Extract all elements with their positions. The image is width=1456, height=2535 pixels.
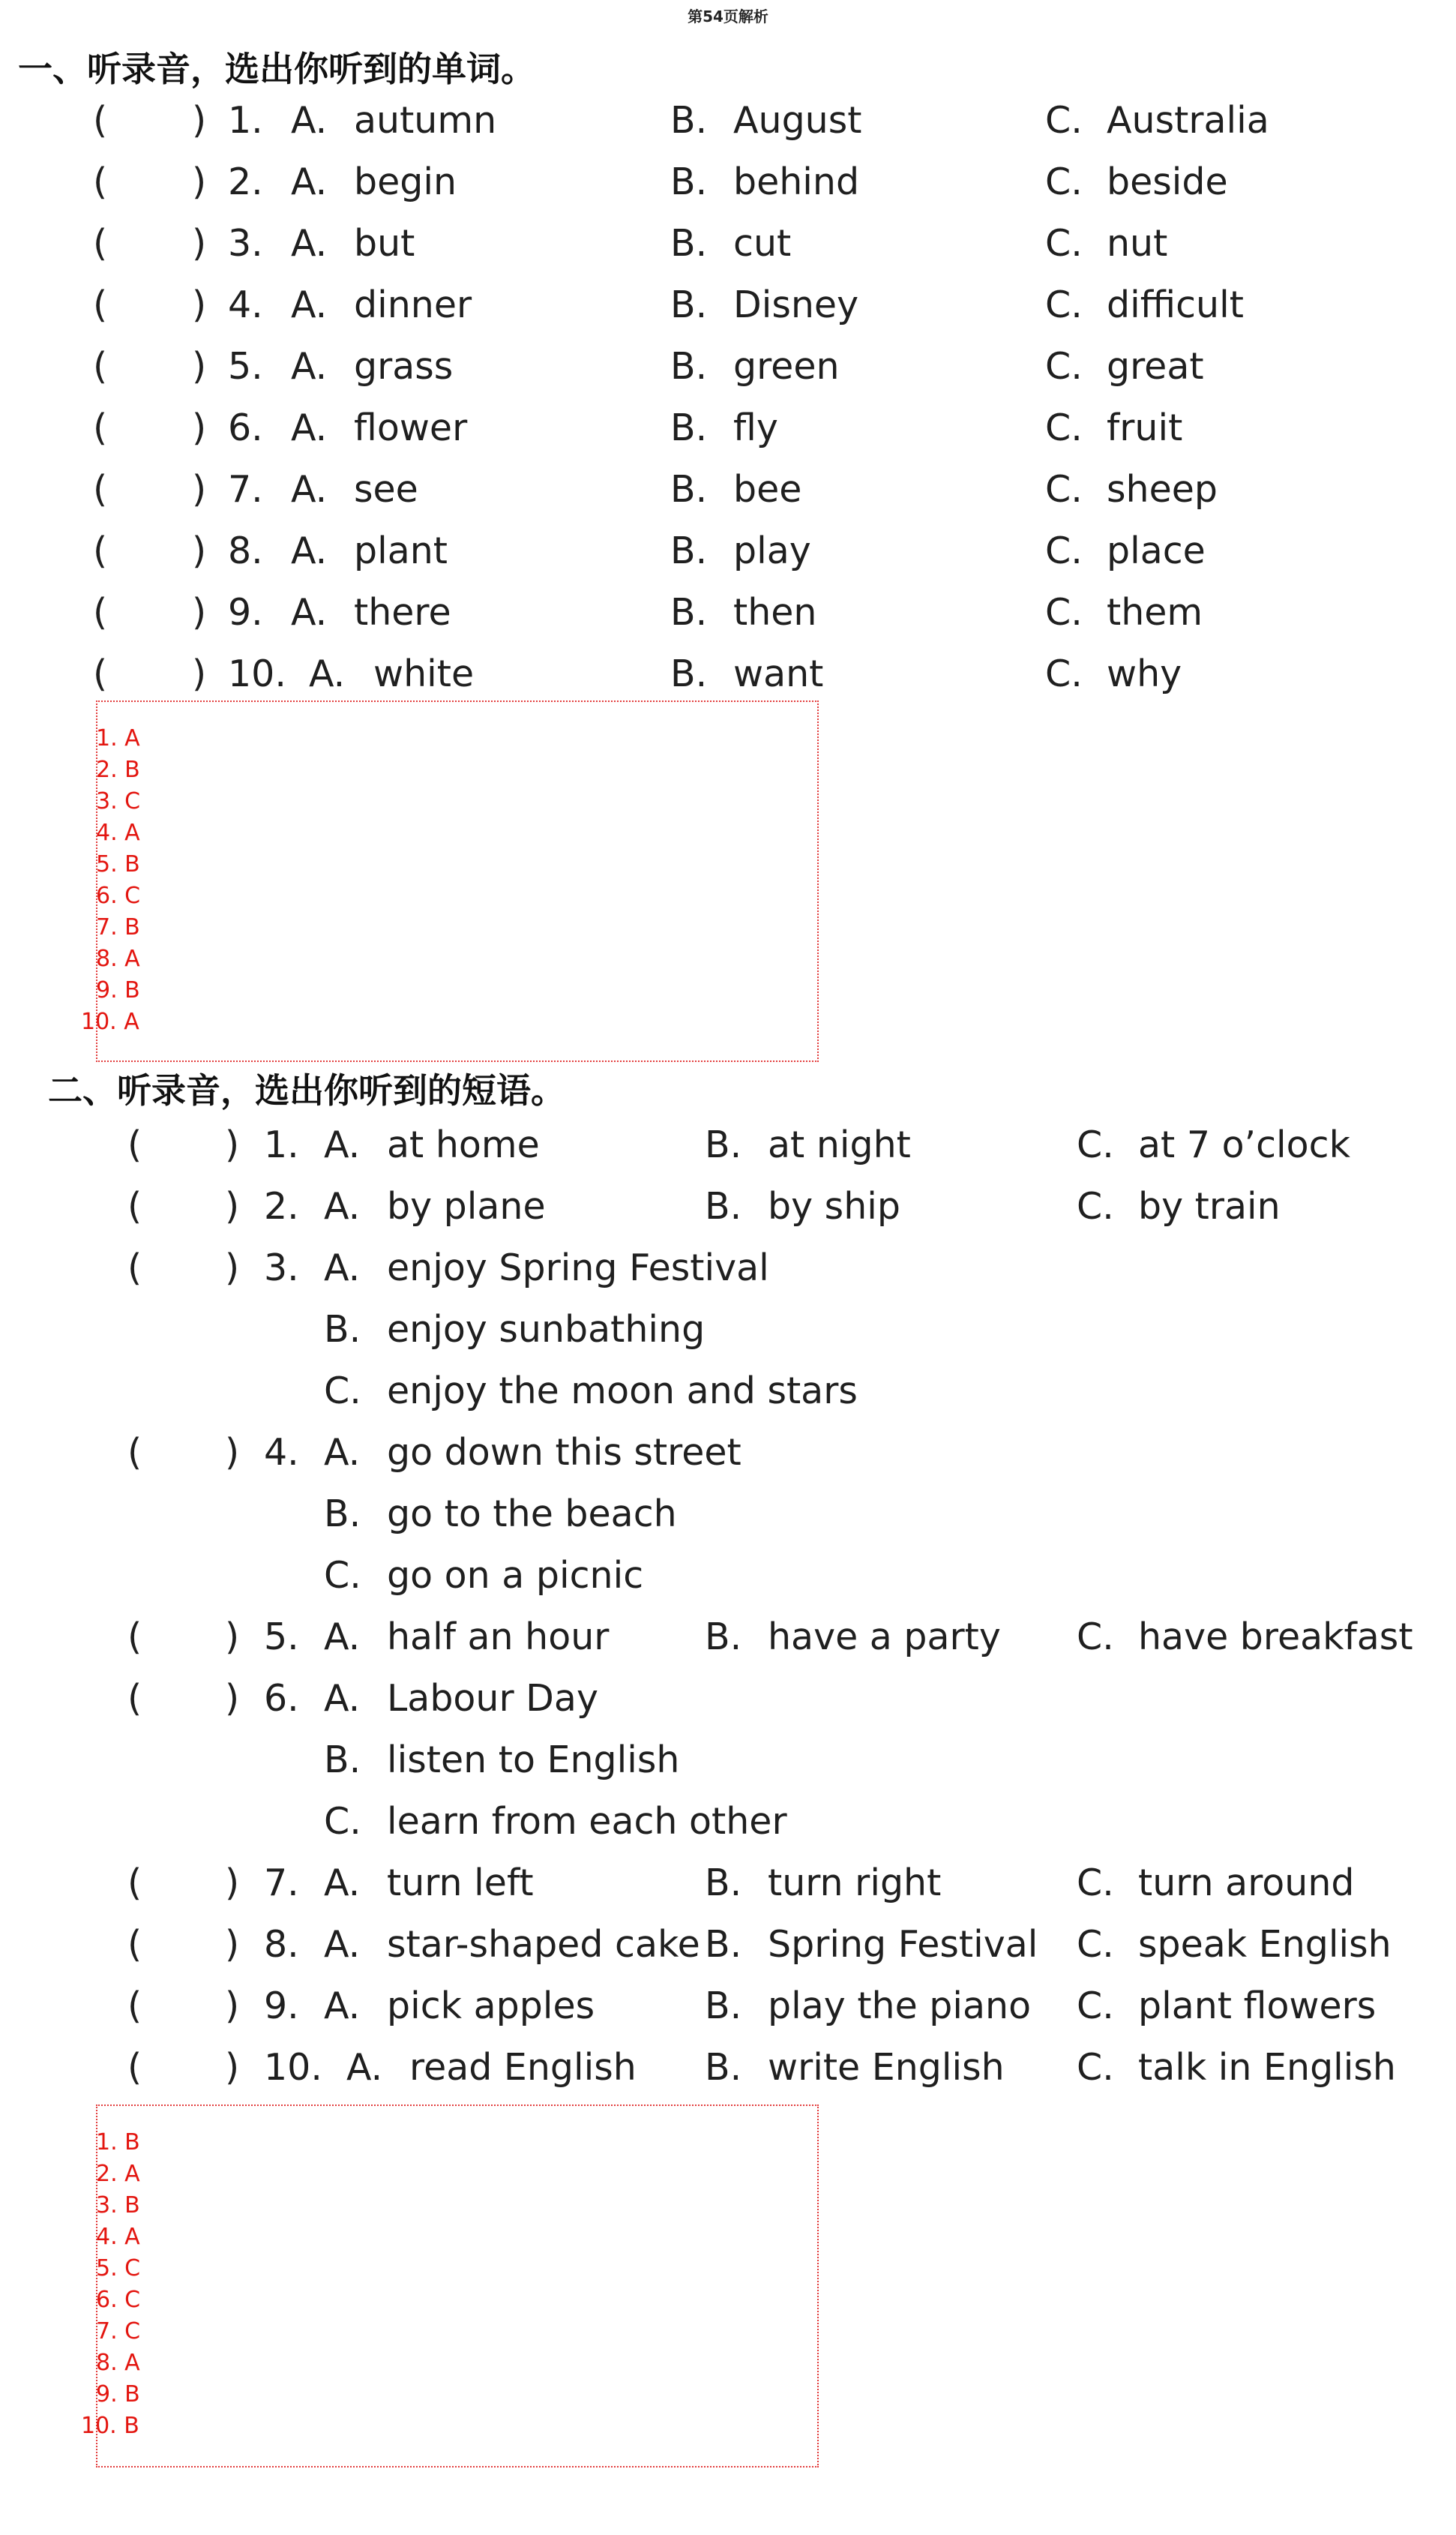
page-header: 第54页解析 <box>688 8 768 26</box>
option-c-letter[interactable]: C. <box>324 1370 361 1412</box>
answer-key-line: 10. B <box>81 2413 139 2439</box>
option-c-text[interactable]: plant flowers <box>1138 1984 1377 2027</box>
answer-key-line: 8. A <box>96 2350 140 2376</box>
option-c-letter[interactable]: C. <box>1077 1984 1114 2027</box>
option-a-text[interactable]: begin <box>354 160 457 203</box>
question-number: 10. <box>264 2046 322 2089</box>
answer-paren-close: ) <box>225 2046 240 2089</box>
option-c-letter[interactable]: C. <box>1077 1616 1114 1658</box>
answer-paren-close: ) <box>192 160 207 203</box>
option-a-letter[interactable]: A. <box>324 1431 361 1474</box>
option-c-text[interactable]: by train <box>1138 1185 1281 1228</box>
answer-paren-open[interactable]: ( <box>93 284 108 326</box>
question-number: 9. <box>264 1984 299 2027</box>
option-b-text[interactable]: write English <box>768 2046 1005 2089</box>
option-c-text[interactable]: speak English <box>1138 1923 1392 1966</box>
option-a-letter[interactable]: A. <box>291 530 328 572</box>
answer-paren-open[interactable]: ( <box>127 1923 142 1966</box>
section-title: 一、听录音，选出你听到的单词。 <box>18 49 535 89</box>
option-b-text[interactable]: play the piano <box>768 1984 1032 2027</box>
option-a-text[interactable]: grass <box>354 345 454 388</box>
option-a-letter[interactable]: A. <box>324 1185 361 1228</box>
answer-paren-open[interactable]: ( <box>93 222 108 265</box>
answer-paren-close: ) <box>192 345 207 388</box>
option-c-letter[interactable]: C. <box>1045 652 1083 695</box>
answer-paren-close: ) <box>225 1616 240 1658</box>
option-a-letter[interactable]: A. <box>291 160 328 203</box>
question-number: 9. <box>228 591 263 634</box>
option-a-text[interactable]: by plane <box>387 1185 546 1228</box>
option-b-text[interactable]: then <box>733 591 817 634</box>
option-a-letter[interactable]: A. <box>291 345 328 388</box>
answer-paren-close: ) <box>225 1124 240 1166</box>
answer-key-line: 6. C <box>96 2287 141 2313</box>
option-b-letter[interactable]: B. <box>705 1923 742 1966</box>
option-c-text[interactable]: place <box>1107 530 1206 572</box>
option-c-text[interactable]: at 7 o’clock <box>1138 1124 1350 1166</box>
option-a-letter[interactable]: A. <box>291 222 328 265</box>
question-number: 8. <box>228 530 263 572</box>
option-c-letter[interactable]: C. <box>324 1554 361 1597</box>
answer-key-line: 5. B <box>96 851 140 878</box>
answer-paren-open[interactable]: ( <box>127 1185 142 1228</box>
answer-paren-open[interactable]: ( <box>93 345 108 388</box>
answer-key-line: 3. B <box>96 2192 140 2218</box>
option-b-letter[interactable]: B. <box>670 591 708 634</box>
option-a-letter[interactable]: A. <box>324 1677 361 1720</box>
option-a-text[interactable]: turn left <box>387 1862 534 1904</box>
answer-paren-close: ) <box>225 1431 240 1474</box>
answer-paren-close: ) <box>225 1185 240 1228</box>
option-c-text[interactable]: go on a picnic <box>387 1554 644 1597</box>
answer-paren-close: ) <box>192 468 207 511</box>
answer-paren-open[interactable]: ( <box>127 1984 142 2027</box>
answer-key-line: 2. A <box>96 2161 140 2187</box>
option-a-text[interactable]: Labour Day <box>387 1677 598 1720</box>
question-number: 8. <box>264 1923 299 1966</box>
option-b-letter[interactable]: B. <box>705 2046 742 2089</box>
question-number: 5. <box>264 1616 299 1658</box>
option-c-text[interactable]: beside <box>1107 160 1228 203</box>
option-a-letter[interactable]: A. <box>291 99 328 142</box>
option-c-letter[interactable]: C. <box>1045 99 1083 142</box>
option-c-text[interactable]: talk in English <box>1138 2046 1396 2089</box>
option-a-letter[interactable]: A. <box>324 1984 361 2027</box>
option-b-text[interactable]: behind <box>733 160 860 203</box>
option-b-letter[interactable]: B. <box>670 406 708 449</box>
option-a-letter[interactable]: A. <box>309 652 346 695</box>
option-c-letter[interactable]: C. <box>1045 591 1083 634</box>
option-b-letter[interactable]: B. <box>705 1616 742 1658</box>
option-c-letter[interactable]: C. <box>324 1800 361 1843</box>
option-a-text[interactable]: half an hour <box>387 1616 610 1658</box>
answer-key-line: 9. B <box>96 977 140 1004</box>
question-number: 1. <box>228 99 263 142</box>
option-c-text[interactable]: nut <box>1107 222 1168 265</box>
option-b-letter[interactable]: B. <box>324 1308 361 1351</box>
option-b-letter[interactable]: B. <box>705 1984 742 2027</box>
option-c-text[interactable]: why <box>1107 652 1182 695</box>
option-c-text[interactable]: difficult <box>1107 284 1244 326</box>
answer-paren-close: ) <box>225 1923 240 1966</box>
answer-key-line: 5. C <box>96 2255 141 2282</box>
answer-key-line: 1. B <box>96 2129 140 2156</box>
option-a-letter[interactable]: A. <box>324 1862 361 1904</box>
answer-key-line: 8. A <box>96 946 140 972</box>
option-b-letter[interactable]: B. <box>670 530 708 572</box>
option-b-text[interactable]: Disney <box>733 284 859 326</box>
option-c-text[interactable]: fruit <box>1107 406 1183 449</box>
option-b-letter[interactable]: B. <box>324 1492 361 1535</box>
option-b-letter[interactable]: B. <box>670 160 708 203</box>
option-c-text[interactable]: sheep <box>1107 468 1218 511</box>
option-c-text[interactable]: Australia <box>1107 99 1269 142</box>
option-a-text[interactable]: read English <box>409 2046 637 2089</box>
option-c-text[interactable]: them <box>1107 591 1203 634</box>
option-a-text[interactable]: pick apples <box>387 1984 595 2027</box>
option-b-letter[interactable]: B. <box>670 468 708 511</box>
option-b-letter[interactable]: B. <box>670 652 708 695</box>
question-number: 4. <box>264 1431 299 1474</box>
option-c-letter[interactable]: C. <box>1077 1862 1114 1904</box>
option-c-letter[interactable]: C. <box>1077 2046 1114 2089</box>
question-number: 2. <box>264 1185 299 1228</box>
option-c-letter[interactable]: C. <box>1045 345 1083 388</box>
answer-key-line: 9. B <box>96 2381 140 2408</box>
option-c-letter[interactable]: C. <box>1045 406 1083 449</box>
answer-paren-close: ) <box>192 406 207 449</box>
option-c-letter[interactable]: C. <box>1045 468 1083 511</box>
option-a-letter[interactable]: A. <box>346 2046 383 2089</box>
question-number: 6. <box>264 1677 299 1720</box>
option-b-letter[interactable]: B. <box>705 1862 742 1904</box>
answer-paren-open[interactable]: ( <box>127 1246 142 1289</box>
answer-paren-open[interactable]: ( <box>127 1677 142 1720</box>
option-a-text[interactable]: see <box>354 468 418 511</box>
option-a-text[interactable]: autumn <box>354 99 497 142</box>
option-a-letter[interactable]: A. <box>324 1124 361 1166</box>
option-c-text[interactable]: turn around <box>1138 1862 1355 1904</box>
answer-key-line: 2. B <box>96 757 140 783</box>
answer-paren-close: ) <box>225 1862 240 1904</box>
answer-key-box <box>96 700 819 1062</box>
option-a-text[interactable]: white <box>373 652 475 695</box>
question-number: 7. <box>264 1862 299 1904</box>
option-a-letter[interactable]: A. <box>291 468 328 511</box>
answer-paren-close: ) <box>192 652 207 695</box>
option-b-text[interactable]: Spring Festival <box>768 1923 1038 1966</box>
option-b-text[interactable]: go to the beach <box>387 1492 677 1535</box>
option-c-letter[interactable]: C. <box>1045 160 1083 203</box>
answer-paren-close: ) <box>192 222 207 265</box>
option-b-text[interactable]: turn right <box>768 1862 942 1904</box>
answer-paren-close: ) <box>192 284 207 326</box>
answer-paren-close: ) <box>192 530 207 572</box>
option-b-text[interactable]: cut <box>733 222 792 265</box>
option-a-letter[interactable]: A. <box>291 591 328 634</box>
option-a-text[interactable]: but <box>354 222 415 265</box>
option-a-letter[interactable]: A. <box>291 406 328 449</box>
option-c-letter[interactable]: C. <box>1077 1923 1114 1966</box>
answer-paren-open[interactable]: ( <box>93 530 108 572</box>
answer-key-line: 3. C <box>96 788 141 814</box>
option-b-text[interactable]: bee <box>733 468 802 511</box>
option-a-letter[interactable]: A. <box>324 1246 361 1289</box>
answer-key-line: 7. B <box>96 914 140 940</box>
answer-key-line: 7. C <box>96 2318 141 2344</box>
option-a-text[interactable]: dinner <box>354 284 472 326</box>
option-c-letter[interactable]: C. <box>1045 530 1083 572</box>
option-c-letter[interactable]: C. <box>1045 284 1083 326</box>
option-b-text[interactable]: play <box>733 530 811 572</box>
option-a-text[interactable]: plant <box>354 530 448 572</box>
answer-key-box <box>96 2104 819 2468</box>
option-b-letter[interactable]: B. <box>705 1185 742 1228</box>
option-a-letter[interactable]: A. <box>324 1616 361 1658</box>
option-a-letter[interactable]: A. <box>324 1923 361 1966</box>
option-c-text[interactable]: have breakfast <box>1138 1616 1413 1658</box>
option-b-text[interactable]: by ship <box>768 1185 900 1228</box>
option-b-text[interactable]: enjoy sunbathing <box>387 1308 706 1351</box>
answer-key-line: 4. A <box>96 820 140 846</box>
answer-key-line: 10. A <box>81 1009 139 1035</box>
option-b-text[interactable]: have a party <box>768 1616 1001 1658</box>
question-number: 2. <box>228 160 263 203</box>
option-a-text[interactable]: star-shaped cake <box>387 1923 700 1966</box>
section-title: 二、听录音，选出你听到的短语。 <box>48 1070 565 1111</box>
option-b-letter[interactable]: B. <box>705 1124 742 1166</box>
option-b-letter[interactable]: B. <box>670 284 708 326</box>
option-b-letter[interactable]: B. <box>670 345 708 388</box>
option-c-letter[interactable]: C. <box>1077 1185 1114 1228</box>
option-a-text[interactable]: at home <box>387 1124 540 1166</box>
option-c-letter[interactable]: C. <box>1077 1124 1114 1166</box>
question-number: 3. <box>264 1246 299 1289</box>
answer-key-line: 6. C <box>96 883 141 909</box>
answer-paren-open[interactable]: ( <box>127 1124 142 1166</box>
option-a-text[interactable]: enjoy Spring Festival <box>387 1246 769 1289</box>
answer-paren-open[interactable]: ( <box>93 406 108 449</box>
question-number: 5. <box>228 345 263 388</box>
answer-paren-open[interactable]: ( <box>127 1616 142 1658</box>
option-c-text[interactable]: learn from each other <box>387 1800 787 1843</box>
answer-paren-close: ) <box>225 1246 240 1289</box>
option-b-text[interactable]: want <box>733 652 824 695</box>
question-number: 3. <box>228 222 263 265</box>
answer-paren-open[interactable]: ( <box>127 1431 142 1474</box>
question-number: 1. <box>264 1124 299 1166</box>
answer-paren-open[interactable]: ( <box>127 1862 142 1904</box>
question-number: 7. <box>228 468 263 511</box>
question-number: 10. <box>228 652 286 695</box>
answer-paren-close: ) <box>192 591 207 634</box>
option-b-text[interactable]: fly <box>733 406 778 449</box>
option-c-text[interactable]: enjoy the moon and stars <box>387 1370 858 1412</box>
question-number: 4. <box>228 284 263 326</box>
answer-paren-close: ) <box>225 1677 240 1720</box>
option-c-letter[interactable]: C. <box>1045 222 1083 265</box>
answer-paren-open[interactable]: ( <box>93 160 108 203</box>
answer-paren-close: ) <box>225 1984 240 2027</box>
option-a-letter[interactable]: A. <box>291 284 328 326</box>
option-a-text[interactable]: there <box>354 591 451 634</box>
option-b-text[interactable]: listen to English <box>387 1738 680 1781</box>
answer-paren-open[interactable]: ( <box>93 468 108 511</box>
answer-paren-close: ) <box>192 99 207 142</box>
option-b-text[interactable]: August <box>733 99 862 142</box>
answer-paren-open[interactable]: ( <box>127 2046 142 2089</box>
option-b-letter[interactable]: B. <box>670 99 708 142</box>
option-b-letter[interactable]: B. <box>670 222 708 265</box>
answer-key-line: 1. A <box>96 725 140 752</box>
answer-paren-open[interactable]: ( <box>93 652 108 695</box>
option-a-text[interactable]: flower <box>354 406 468 449</box>
question-number: 6. <box>228 406 263 449</box>
option-b-text[interactable]: green <box>733 345 840 388</box>
option-a-text[interactable]: go down this street <box>387 1431 741 1474</box>
answer-key-line: 4. A <box>96 2224 140 2250</box>
option-b-letter[interactable]: B. <box>324 1738 361 1781</box>
option-c-text[interactable]: great <box>1107 345 1204 388</box>
answer-paren-open[interactable]: ( <box>93 591 108 634</box>
option-b-text[interactable]: at night <box>768 1124 911 1166</box>
answer-paren-open[interactable]: ( <box>93 99 108 142</box>
